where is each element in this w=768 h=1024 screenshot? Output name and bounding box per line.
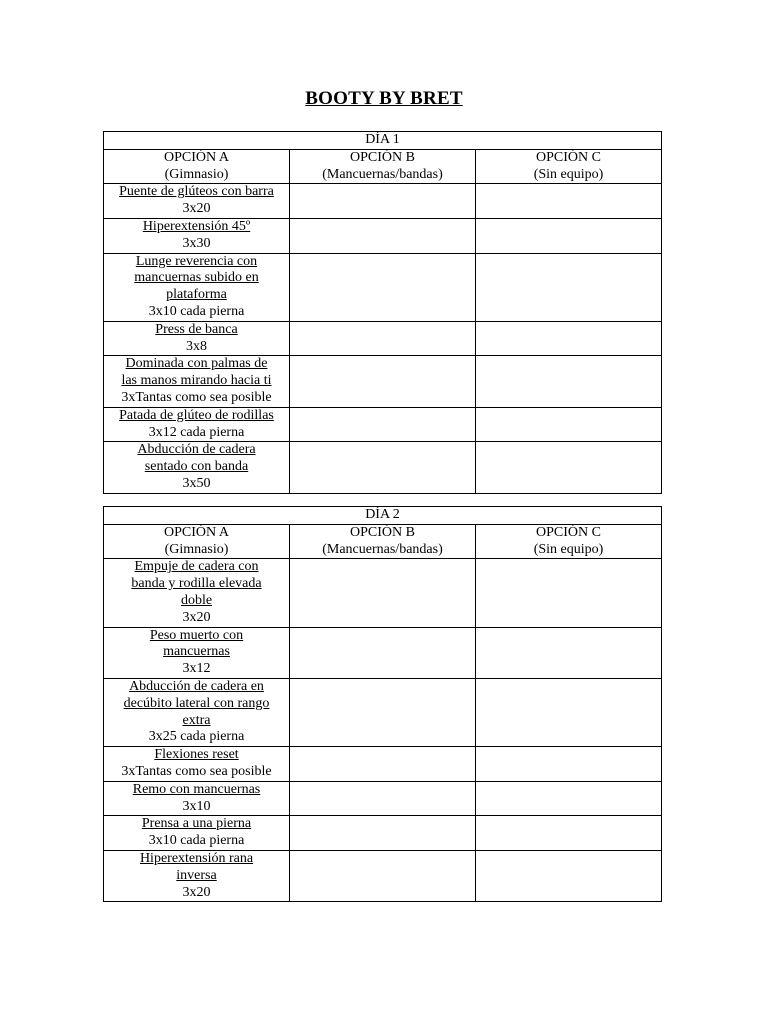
exercise-cell [104,850,290,901]
exercise-cell [104,781,290,816]
option-header-row [104,149,662,184]
exercise-cell [104,253,290,321]
day-1-table [103,131,662,494]
exercise-name: Abducción de cadera [137,442,256,458]
exercise-row [104,627,662,678]
exercise-sets: 3x8 [186,338,207,354]
option-c-cell [476,627,662,678]
option-name: OPCIÓN C [536,149,601,165]
option-b-cell [290,781,476,816]
exercise-sets: 3x20 [182,884,211,900]
option-subtitle: (Mancuernas/bandas) [322,166,443,182]
exercise-row [104,442,662,493]
exercise-row [104,781,662,816]
exercise-row [104,407,662,442]
document-title: BOOTY BY BRET [305,88,463,109]
option-c-cell [476,850,662,901]
exercise-cell [104,218,290,253]
exercise-name: decúbito lateral con rango [123,695,270,711]
option-header [476,524,662,559]
option-name: OPCIÓN A [164,149,229,165]
exercise-row [104,253,662,321]
exercise-sets: 3x10 cada pierna [148,303,245,319]
option-b-cell [290,747,476,782]
exercise-cell [104,559,290,627]
exercise-name: Remo con mancuernas [132,781,261,797]
exercise-name: Abducción de cadera en [129,678,264,694]
option-c-cell [476,559,662,627]
option-b-cell [290,407,476,442]
option-header [104,149,290,184]
option-b-cell [290,627,476,678]
exercise-sets: 3x30 [182,235,211,251]
exercise-cell [104,356,290,407]
exercise-sets: 3x20 [182,609,211,625]
exercise-sets: 3x20 [182,201,211,217]
option-c-cell [476,678,662,746]
option-c-cell [476,442,662,493]
exercise-name: Press de banca [155,321,238,337]
exercise-sets: 3x25 cada pierna [148,729,245,745]
option-c-cell [476,747,662,782]
option-name: OPCIÓN A [164,524,229,540]
exercise-sets: 3x50 [182,475,211,491]
option-b-cell [290,321,476,356]
option-b-cell [290,253,476,321]
exercise-name: extra [182,712,211,728]
exercise-name: sentado con banda [144,459,249,475]
exercise-row [104,747,662,782]
option-c-cell [476,321,662,356]
option-header [476,149,662,184]
option-subtitle: (Sin equipo) [533,166,604,182]
exercise-name: Hiperextensión rana [139,850,254,866]
exercise-name: Puente de glúteos con barra [119,184,274,200]
option-c-cell [476,253,662,321]
exercise-name: Empuje de cadera con [134,559,259,575]
option-b-cell [290,850,476,901]
exercise-name: inversa [176,867,217,883]
exercise-cell [104,321,290,356]
option-c-cell [476,781,662,816]
exercise-name: Lunge reverencia con [135,253,258,269]
exercise-sets: 3xTantas como sea posible [121,763,272,779]
exercise-name: banda y rodilla elevada [131,576,262,592]
option-b-cell [290,184,476,219]
exercise-cell [104,816,290,851]
option-subtitle: (Mancuernas/bandas) [322,541,443,557]
option-b-cell [290,218,476,253]
option-subtitle: (Gimnasio) [164,166,229,182]
exercise-name: Patada de glúteo de rodillas [119,407,274,423]
exercise-name: plataforma [166,287,227,303]
exercise-name: mancuernas [163,644,230,660]
exercise-cell [104,407,290,442]
option-b-cell [290,442,476,493]
option-b-cell [290,816,476,851]
day-label: DÍA 1 [104,132,662,150]
exercise-name: Hiperextensión 45º [142,218,251,234]
option-c-cell [476,356,662,407]
option-c-cell [476,184,662,219]
day-label: DÍA 2 [104,507,662,525]
exercise-sets: 3x12 [182,661,211,677]
exercise-row [104,184,662,219]
option-c-cell [476,816,662,851]
option-c-cell [476,218,662,253]
exercise-cell [104,747,290,782]
exercise-name: las manos mirando hacia ti [121,373,272,389]
exercise-sets: 3x10 [182,798,211,814]
option-subtitle: (Gimnasio) [164,541,229,557]
option-subtitle: (Sin equipo) [533,541,604,557]
exercise-row [104,559,662,627]
option-c-cell [476,407,662,442]
exercise-sets: 3x10 cada pierna [148,833,245,849]
option-name: OPCIÓN B [350,149,415,165]
option-name: OPCIÓN B [350,524,415,540]
exercise-name: Peso muerto con [149,627,244,643]
exercise-row [104,850,662,901]
exercise-row [104,218,662,253]
exercise-cell [104,442,290,493]
exercise-row [104,321,662,356]
option-b-cell [290,356,476,407]
exercise-name: mancuernas subido en [134,270,259,286]
option-header [290,524,476,559]
option-name: OPCIÓN C [536,524,601,540]
exercise-row [104,356,662,407]
option-header [290,149,476,184]
exercise-sets: 3x12 cada pierna [148,424,245,440]
exercise-cell [104,627,290,678]
option-b-cell [290,678,476,746]
option-header [104,524,290,559]
exercise-cell [104,184,290,219]
option-header-row [104,524,662,559]
exercise-cell [104,678,290,746]
exercise-row [104,816,662,851]
exercise-name: Flexiones reset [154,747,239,763]
day-2-table [103,506,662,902]
exercise-name: Prensa a una pierna [141,816,252,832]
exercise-name: Dominada con palmas de [125,356,268,372]
day-label-row [104,132,662,150]
exercise-row [104,678,662,746]
day-label-row [104,507,662,525]
option-b-cell [290,559,476,627]
exercise-sets: 3xTantas como sea posible [121,389,272,405]
exercise-name: doble [180,592,213,608]
